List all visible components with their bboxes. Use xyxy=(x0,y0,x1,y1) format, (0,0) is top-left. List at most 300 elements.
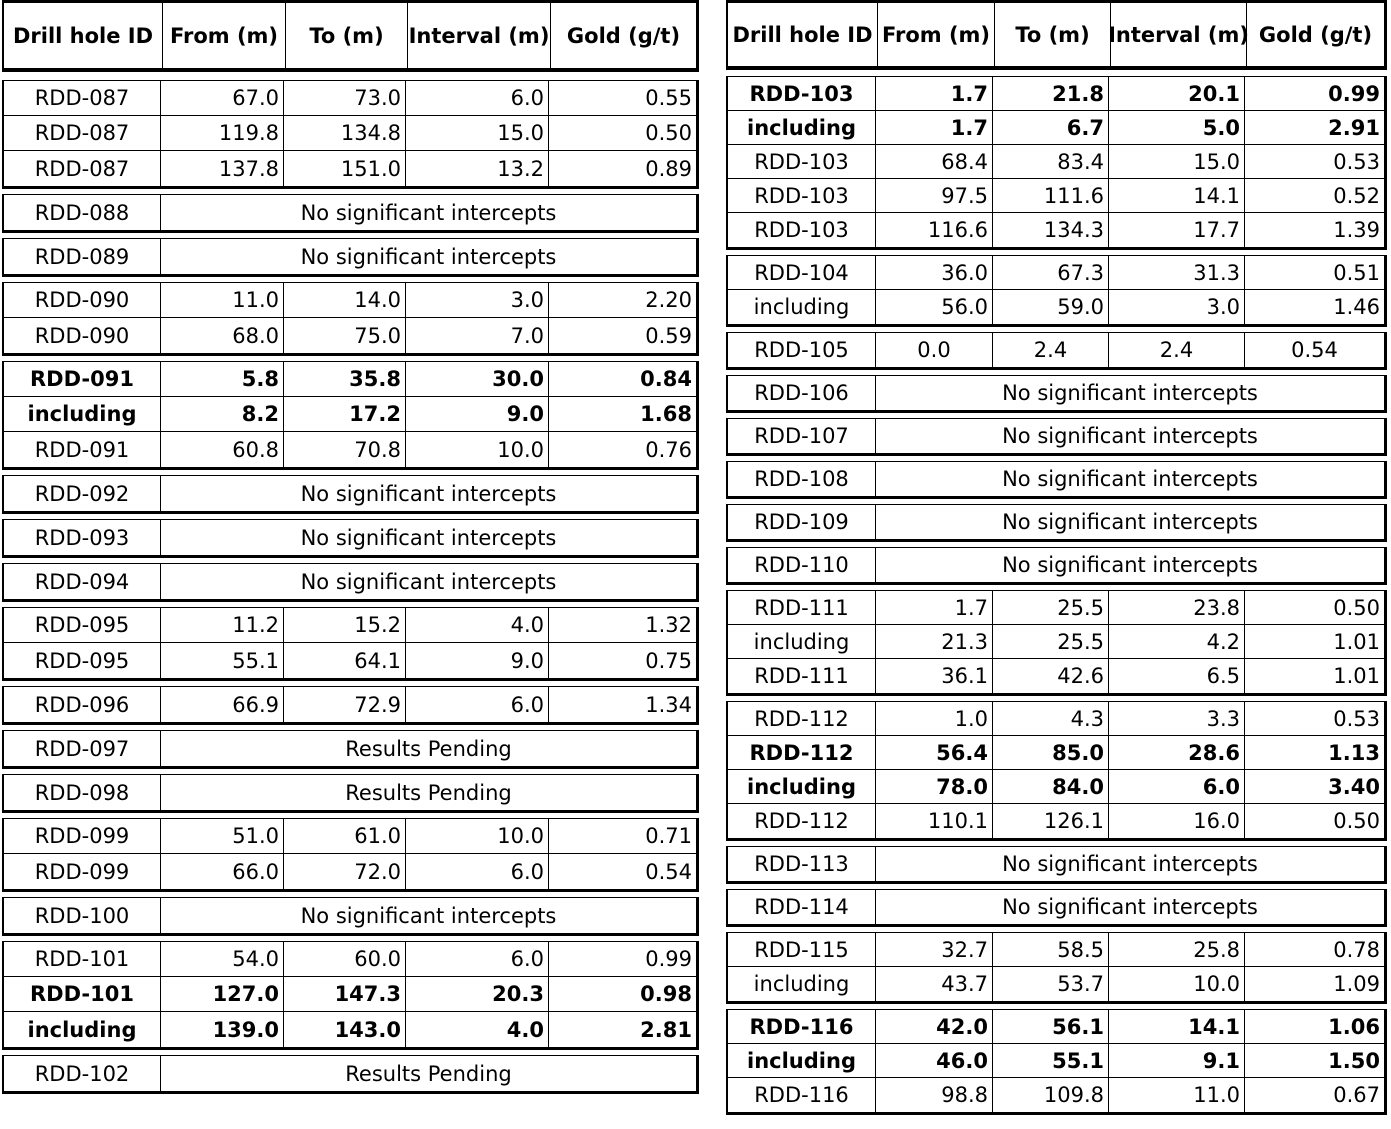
cell-from: 137.8 xyxy=(161,151,284,186)
table-row xyxy=(4,564,696,599)
cell-note: No significant intercepts xyxy=(1002,467,1258,491)
table-row xyxy=(728,462,1384,496)
cell-from: 139.0 xyxy=(161,1012,284,1047)
cell-to: 151.0 xyxy=(284,151,406,186)
cell-from: 119.8 xyxy=(161,116,284,150)
cell-gold: 0.78 xyxy=(1333,937,1380,962)
cell-drill-hole-id: RDD-111 xyxy=(728,659,876,693)
row-group xyxy=(2,774,699,813)
table-row xyxy=(4,854,696,889)
cell-interval: 15.0 xyxy=(1109,145,1245,178)
cell-to: 6.7 xyxy=(993,111,1109,144)
cell-drill-hole-id: RDD-110 xyxy=(728,548,876,582)
cell-note: No significant intercepts xyxy=(300,903,557,928)
table-row xyxy=(728,736,1384,770)
row-group xyxy=(726,255,1387,327)
cell-drill-hole-id: RDD-112 xyxy=(728,736,876,769)
table-row xyxy=(728,333,1384,367)
row-group xyxy=(2,519,699,558)
row-group xyxy=(2,607,699,681)
cell-note: No significant intercepts xyxy=(1002,852,1258,876)
cell-interval: 6.0 xyxy=(406,81,549,115)
cell-gold: 0.84 xyxy=(640,367,692,391)
header-to: To (m) xyxy=(286,3,408,68)
cell-interval: 2.4 xyxy=(1109,333,1245,367)
cell-drill-hole-id: RDD-103 xyxy=(728,179,876,212)
table-body xyxy=(2,80,699,1094)
table-row xyxy=(728,256,1384,290)
table-row xyxy=(4,1056,696,1091)
cell-drill-hole-id: RDD-102 xyxy=(4,1056,161,1091)
cell-from: 127.0 xyxy=(161,977,284,1011)
cell-to: 85.0 xyxy=(993,736,1109,769)
cell-gold: 0.98 xyxy=(640,982,692,1006)
table-row xyxy=(728,376,1384,410)
table-row xyxy=(4,397,696,432)
cell-gold: 1.46 xyxy=(1333,295,1380,319)
table-row xyxy=(4,898,696,933)
cell-interval: 20.3 xyxy=(406,977,549,1011)
cell-from: 97.5 xyxy=(876,179,993,212)
cell-from: 68.0 xyxy=(161,318,284,353)
cell-interval: 28.6 xyxy=(1109,736,1245,769)
table-row xyxy=(4,195,696,230)
row-group xyxy=(726,76,1387,250)
cell-drill-hole-id: RDD-114 xyxy=(728,890,876,924)
header-gold: Gold (g/t) xyxy=(566,23,681,48)
drill-results-table-left xyxy=(2,0,699,1094)
cell-gold: 1.34 xyxy=(645,692,692,717)
cell-gold: 0.54 xyxy=(645,859,692,884)
cell-drill-hole-id: RDD-089 xyxy=(4,239,161,274)
table-row xyxy=(728,111,1384,145)
cell-to: 35.8 xyxy=(284,362,406,396)
table-row xyxy=(4,731,696,766)
table-row xyxy=(4,643,696,678)
cell-gold: 0.54 xyxy=(1291,338,1338,362)
table-row xyxy=(728,290,1384,324)
cell-note: No significant intercepts xyxy=(300,525,557,550)
cell-gold: 0.50 xyxy=(645,121,692,145)
cell-to: 111.6 xyxy=(993,179,1109,212)
cell-from: 42.0 xyxy=(876,1010,993,1043)
cell-to: 126.1 xyxy=(993,804,1109,838)
cell-from: 5.8 xyxy=(161,362,284,396)
cell-gold: 0.55 xyxy=(645,86,692,110)
cell-drill-hole-id: RDD-090 xyxy=(4,283,161,317)
cell-interval: 3.0 xyxy=(1109,290,1245,324)
cell-interval: 15.0 xyxy=(406,116,549,150)
cell-to: 64.1 xyxy=(284,643,406,678)
table-row xyxy=(4,520,696,555)
header-gold: Gold (g/t) xyxy=(1258,22,1373,47)
row-group xyxy=(2,80,699,189)
table-row xyxy=(728,625,1384,659)
cell-interval: 6.0 xyxy=(1109,770,1245,803)
table-row xyxy=(728,659,1384,693)
cell-to: 21.8 xyxy=(993,77,1109,110)
cell-drill-hole-id: RDD-099 xyxy=(4,819,161,853)
cell-drill-hole-id: RDD-111 xyxy=(728,591,876,624)
cell-from: 67.0 xyxy=(161,81,284,115)
cell-drill-hole-id: RDD-091 xyxy=(4,362,161,396)
cell-from: 110.1 xyxy=(876,804,993,838)
cell-drill-hole-id: including xyxy=(728,770,876,803)
drill-results-table-right xyxy=(726,0,1387,1115)
cell-to: 53.7 xyxy=(993,967,1109,1001)
cell-note: No significant intercepts xyxy=(1002,510,1258,534)
cell-gold: 0.71 xyxy=(645,824,692,848)
row-group xyxy=(2,730,699,769)
cell-interval: 14.1 xyxy=(1109,179,1245,212)
cell-to: 17.2 xyxy=(284,397,406,431)
header-from: From (m) xyxy=(163,3,286,68)
cell-gold: 0.52 xyxy=(1333,183,1380,208)
cell-drill-hole-id: RDD-095 xyxy=(4,643,161,678)
cell-from: 66.0 xyxy=(161,854,284,889)
cell-from: 36.1 xyxy=(876,659,993,693)
cell-to: 59.0 xyxy=(993,290,1109,324)
cell-interval: 25.8 xyxy=(1109,933,1245,966)
cell-from: 32.7 xyxy=(876,933,993,966)
cell-to: 134.3 xyxy=(993,213,1109,247)
cell-from: 56.0 xyxy=(876,290,993,324)
cell-interval: 13.2 xyxy=(406,151,549,186)
cell-gold: 0.51 xyxy=(1333,260,1380,285)
cell-gold: 0.89 xyxy=(645,156,692,181)
row-group xyxy=(726,701,1387,841)
cell-drill-hole-id: RDD-104 xyxy=(728,256,876,289)
table-row xyxy=(4,362,696,397)
cell-interval: 30.0 xyxy=(406,362,549,396)
table-row xyxy=(728,770,1384,804)
row-group xyxy=(726,375,1387,413)
header-drill-hole-id: Drill hole ID xyxy=(728,3,878,66)
cell-drill-hole-id: RDD-101 xyxy=(4,977,161,1011)
cell-from: 21.3 xyxy=(876,625,993,658)
table-row xyxy=(4,687,696,722)
cell-gold: 1.01 xyxy=(1333,629,1380,654)
cell-drill-hole-id: RDD-097 xyxy=(4,731,161,766)
cell-to: 14.0 xyxy=(284,283,406,317)
cell-drill-hole-id: RDD-090 xyxy=(4,318,161,353)
cell-from: 55.1 xyxy=(161,643,284,678)
table-row xyxy=(728,847,1384,881)
cell-to: 60.0 xyxy=(284,942,406,976)
cell-to: 83.4 xyxy=(993,145,1109,178)
table-row xyxy=(728,1078,1384,1112)
table-row xyxy=(4,775,696,810)
cell-interval: 3.0 xyxy=(406,283,549,317)
table-row xyxy=(728,890,1384,924)
cell-to: 73.0 xyxy=(284,81,406,115)
cell-drill-hole-id: RDD-088 xyxy=(4,195,161,230)
row-group xyxy=(726,1009,1387,1115)
row-group xyxy=(726,846,1387,884)
cell-from: 43.7 xyxy=(876,967,993,1001)
cell-to: 56.1 xyxy=(993,1010,1109,1043)
cell-drill-hole-id: including xyxy=(4,1012,161,1047)
row-group xyxy=(2,1055,699,1094)
row-group xyxy=(2,897,699,936)
table-row xyxy=(728,505,1384,539)
table-row xyxy=(4,151,696,186)
cell-from: 56.4 xyxy=(876,736,993,769)
cell-interval: 6.0 xyxy=(406,687,549,722)
cell-to: 25.5 xyxy=(993,591,1109,624)
row-group xyxy=(726,504,1387,542)
table-row xyxy=(728,702,1384,736)
cell-to: 55.1 xyxy=(993,1044,1109,1077)
cell-from: 51.0 xyxy=(161,819,284,853)
header-drill-hole-id: Drill hole ID xyxy=(4,3,163,68)
cell-from: 66.9 xyxy=(161,687,284,722)
cell-gold: 0.99 xyxy=(645,947,692,971)
cell-interval: 9.0 xyxy=(406,643,549,678)
cell-drill-hole-id: including xyxy=(4,397,161,431)
cell-note: No significant intercepts xyxy=(300,481,557,506)
cell-note: No significant intercepts xyxy=(1002,895,1258,919)
cell-drill-hole-id: RDD-092 xyxy=(4,476,161,511)
cell-drill-hole-id: RDD-103 xyxy=(728,77,876,110)
table-row xyxy=(728,1010,1384,1044)
row-group xyxy=(2,194,699,233)
cell-drill-hole-id: RDD-112 xyxy=(728,804,876,838)
table-row xyxy=(4,283,696,318)
cell-to: 147.3 xyxy=(284,977,406,1011)
cell-from: 1.7 xyxy=(876,591,993,624)
cell-interval: 3.3 xyxy=(1109,702,1245,735)
cell-drill-hole-id: RDD-108 xyxy=(728,462,876,496)
table-row xyxy=(4,942,696,977)
cell-note: No significant intercepts xyxy=(1002,553,1258,577)
cell-drill-hole-id: RDD-098 xyxy=(4,775,161,810)
table-row xyxy=(728,179,1384,213)
cell-note: No significant intercepts xyxy=(300,200,557,225)
table-header xyxy=(726,0,1387,70)
table-row xyxy=(728,591,1384,625)
cell-from: 78.0 xyxy=(876,770,993,803)
cell-drill-hole-id: RDD-107 xyxy=(728,419,876,453)
cell-to: 4.3 xyxy=(993,702,1109,735)
cell-drill-hole-id: RDD-095 xyxy=(4,608,161,642)
cell-gold: 2.20 xyxy=(645,288,692,312)
cell-interval: 6.0 xyxy=(406,942,549,976)
cell-interval: 9.1 xyxy=(1109,1044,1245,1077)
table-header xyxy=(2,0,699,72)
row-group xyxy=(2,238,699,277)
cell-to: 15.2 xyxy=(284,608,406,642)
cell-gold: 1.09 xyxy=(1333,972,1380,996)
cell-from: 46.0 xyxy=(876,1044,993,1077)
cell-to: 61.0 xyxy=(284,819,406,853)
cell-drill-hole-id: RDD-113 xyxy=(728,847,876,881)
cell-gold: 3.40 xyxy=(1328,774,1380,799)
cell-drill-hole-id: RDD-087 xyxy=(4,116,161,150)
cell-interval: 20.1 xyxy=(1109,77,1245,110)
cell-gold: 2.81 xyxy=(640,1017,692,1042)
cell-note: Results Pending xyxy=(345,1061,512,1086)
cell-drill-hole-id: RDD-099 xyxy=(4,854,161,889)
cell-interval: 10.0 xyxy=(406,432,549,467)
cell-to: 25.5 xyxy=(993,625,1109,658)
table-row xyxy=(4,318,696,353)
cell-gold: 0.50 xyxy=(1333,809,1380,833)
cell-interval: 17.7 xyxy=(1109,213,1245,247)
cell-to: 42.6 xyxy=(993,659,1109,693)
table-body xyxy=(726,76,1387,1115)
cell-drill-hole-id: RDD-106 xyxy=(728,376,876,410)
cell-gold: 0.53 xyxy=(1333,149,1380,174)
table-row xyxy=(4,476,696,511)
cell-drill-hole-id: RDD-109 xyxy=(728,505,876,539)
cell-to: 75.0 xyxy=(284,318,406,353)
cell-drill-hole-id: including xyxy=(728,1044,876,1077)
table-row xyxy=(728,804,1384,838)
table-row xyxy=(4,977,696,1012)
cell-drill-hole-id: including xyxy=(728,290,876,324)
table-row xyxy=(728,213,1384,247)
cell-gold: 1.01 xyxy=(1333,664,1380,688)
cell-interval: 9.0 xyxy=(406,397,549,431)
cell-interval: 10.0 xyxy=(1109,967,1245,1001)
cell-to: 84.0 xyxy=(993,770,1109,803)
cell-drill-hole-id: RDD-096 xyxy=(4,687,161,722)
table-row xyxy=(728,933,1384,967)
cell-gold: 0.50 xyxy=(1333,595,1380,620)
cell-from: 36.0 xyxy=(876,256,993,289)
cell-interval: 14.1 xyxy=(1109,1010,1245,1043)
cell-to: 143.0 xyxy=(284,1012,406,1047)
cell-gold: 0.76 xyxy=(645,437,692,462)
cell-interval: 7.0 xyxy=(406,318,549,353)
cell-note: No significant intercepts xyxy=(300,569,557,594)
cell-to: 72.9 xyxy=(284,687,406,722)
cell-gold: 0.75 xyxy=(645,648,692,673)
table-row xyxy=(4,819,696,854)
cell-gold: 0.67 xyxy=(1333,1083,1380,1107)
cell-to: 70.8 xyxy=(284,432,406,467)
cell-from: 54.0 xyxy=(161,942,284,976)
cell-from: 1.7 xyxy=(876,111,993,144)
table-row xyxy=(728,77,1384,111)
table-row xyxy=(728,1044,1384,1078)
cell-drill-hole-id: RDD-094 xyxy=(4,564,161,599)
cell-from: 8.2 xyxy=(161,397,284,431)
cell-drill-hole-id: RDD-091 xyxy=(4,432,161,467)
cell-drill-hole-id: RDD-087 xyxy=(4,151,161,186)
cell-from: 60.8 xyxy=(161,432,284,467)
cell-interval: 10.0 xyxy=(406,819,549,853)
cell-note: No significant intercepts xyxy=(300,244,557,269)
cell-from: 0.0 xyxy=(876,333,993,367)
cell-drill-hole-id: including xyxy=(728,625,876,658)
row-group xyxy=(2,282,699,356)
cell-gold: 0.59 xyxy=(645,323,692,348)
cell-drill-hole-id: RDD-100 xyxy=(4,898,161,933)
cell-gold: 1.39 xyxy=(1333,218,1380,242)
table-row xyxy=(4,432,696,467)
cell-note: No significant intercepts xyxy=(1002,381,1258,405)
cell-from: 11.2 xyxy=(161,608,284,642)
row-group xyxy=(2,475,699,514)
table-row xyxy=(728,145,1384,179)
table-row xyxy=(4,239,696,274)
row-group xyxy=(2,941,699,1050)
cell-interval: 31.3 xyxy=(1109,256,1245,289)
cell-to: 72.0 xyxy=(284,854,406,889)
cell-drill-hole-id: RDD-087 xyxy=(4,81,161,115)
cell-gold: 1.06 xyxy=(1328,1014,1380,1039)
row-group xyxy=(726,590,1387,696)
cell-to: 2.4 xyxy=(993,333,1109,367)
cell-gold: 1.50 xyxy=(1328,1048,1380,1073)
table-row xyxy=(4,608,696,643)
cell-interval: 4.0 xyxy=(406,608,549,642)
cell-interval: 23.8 xyxy=(1109,591,1245,624)
cell-gold: 1.68 xyxy=(640,402,692,426)
cell-to: 58.5 xyxy=(993,933,1109,966)
cell-interval: 4.0 xyxy=(406,1012,549,1047)
cell-interval: 6.5 xyxy=(1109,659,1245,693)
cell-drill-hole-id: RDD-116 xyxy=(728,1078,876,1112)
cell-from: 68.4 xyxy=(876,145,993,178)
cell-gold: 0.99 xyxy=(1328,81,1380,106)
cell-gold: 1.32 xyxy=(645,613,692,637)
table-row xyxy=(728,967,1384,1001)
cell-interval: 16.0 xyxy=(1109,804,1245,838)
header-from: From (m) xyxy=(878,3,995,66)
cell-note: No significant intercepts xyxy=(1002,424,1258,448)
row-group xyxy=(726,547,1387,585)
table-row xyxy=(4,116,696,151)
header-interval: Interval (m) xyxy=(408,3,551,68)
cell-drill-hole-id: RDD-116 xyxy=(728,1010,876,1043)
table-row xyxy=(4,1012,696,1047)
cell-from: 1.7 xyxy=(876,77,993,110)
cell-drill-hole-id: including xyxy=(728,967,876,1001)
cell-gold: 1.13 xyxy=(1328,740,1380,765)
cell-to: 67.3 xyxy=(993,256,1109,289)
header-interval: Interval (m) xyxy=(1111,3,1247,66)
cell-drill-hole-id: RDD-103 xyxy=(728,213,876,247)
cell-drill-hole-id: RDD-112 xyxy=(728,702,876,735)
cell-drill-hole-id: RDD-103 xyxy=(728,145,876,178)
row-group xyxy=(726,332,1387,370)
cell-drill-hole-id: RDD-105 xyxy=(728,333,876,367)
cell-note: Results Pending xyxy=(345,780,512,805)
cell-interval: 5.0 xyxy=(1109,111,1245,144)
cell-from: 1.0 xyxy=(876,702,993,735)
cell-from: 98.8 xyxy=(876,1078,993,1112)
cell-interval: 6.0 xyxy=(406,854,549,889)
cell-from: 116.6 xyxy=(876,213,993,247)
cell-drill-hole-id: RDD-115 xyxy=(728,933,876,966)
cell-interval: 4.2 xyxy=(1109,625,1245,658)
cell-note: Results Pending xyxy=(345,736,512,761)
row-group xyxy=(2,686,699,725)
row-group xyxy=(726,461,1387,499)
table-row xyxy=(4,81,696,116)
cell-from: 11.0 xyxy=(161,283,284,317)
cell-gold: 2.91 xyxy=(1328,115,1380,140)
row-group xyxy=(726,889,1387,927)
cell-to: 134.8 xyxy=(284,116,406,150)
header-to: To (m) xyxy=(995,3,1111,66)
cell-interval: 11.0 xyxy=(1109,1078,1245,1112)
cell-gold: 0.53 xyxy=(1333,706,1380,731)
table-row xyxy=(728,419,1384,453)
